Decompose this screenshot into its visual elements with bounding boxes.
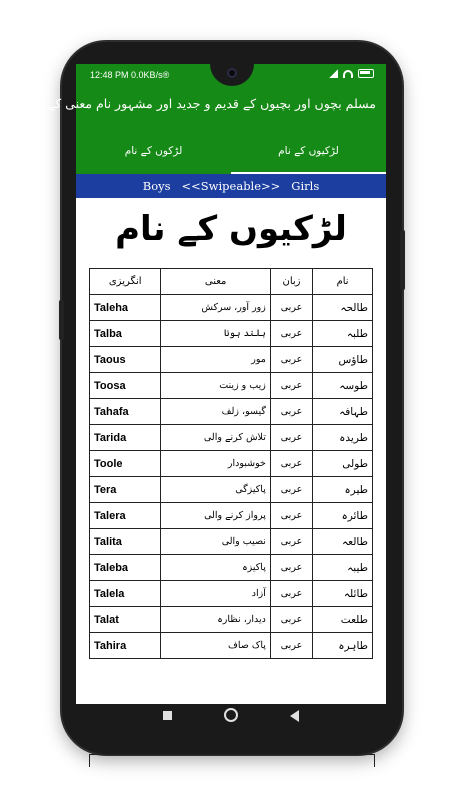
- cell-name: طائرہ: [313, 503, 373, 529]
- cell-name: طائلہ: [313, 581, 373, 607]
- cell-name: طیبہ: [313, 555, 373, 581]
- table-row: [90, 347, 373, 373]
- tab-bar: [76, 132, 386, 174]
- cell-english: Taleba: [90, 555, 161, 581]
- cell-meaning: پرواز کرنے والی: [161, 503, 270, 529]
- table-row: [90, 555, 373, 581]
- cell-language: عربی: [270, 607, 312, 633]
- status-speed: 0.0KB/s: [131, 70, 163, 80]
- swipe-hint: <<Swipeable>>: [181, 179, 281, 193]
- screen: [18, 64, 386, 732]
- table-body: [90, 295, 373, 659]
- tab-boys-names[interactable]: لڑکوں کے نام: [124, 145, 183, 157]
- table-row: [90, 425, 373, 451]
- table-row: [90, 477, 373, 503]
- cell-meaning: مور: [161, 347, 270, 373]
- cell-meaning: نصیب والی: [161, 529, 270, 555]
- cell-name: طریدہ: [313, 425, 373, 451]
- cell-english: Toosa: [90, 373, 161, 399]
- cell-language: عربی: [270, 399, 312, 425]
- table-row: [90, 451, 373, 477]
- cell-meaning: پاکیزگی: [161, 477, 270, 503]
- status-time: 12:48 PM: [90, 70, 129, 80]
- cell-english: Tahira: [90, 633, 161, 659]
- tab-girls-names[interactable]: لڑکیوں کے نام: [231, 132, 386, 174]
- cell-name: طلعت: [313, 607, 373, 633]
- cell-english: Talba: [90, 321, 161, 347]
- cell-language: عربی: [270, 633, 312, 659]
- cell-language: عربی: [270, 425, 312, 451]
- cell-name: طلبہ: [313, 321, 373, 347]
- next-table-top: [89, 754, 375, 767]
- cell-name: طالحہ: [313, 295, 373, 321]
- cell-language: عربی: [270, 581, 312, 607]
- power-button: [400, 230, 405, 290]
- cell-language: عربی: [270, 503, 312, 529]
- cell-meaning: آزاد: [161, 581, 270, 607]
- page-image-content[interactable]: [76, 198, 386, 732]
- recent-apps-icon[interactable]: [163, 711, 172, 720]
- cell-meaning: پاک صاف: [161, 633, 270, 659]
- names-table: [89, 268, 373, 659]
- cell-english: Tarida: [90, 425, 161, 451]
- cell-meaning: گیسو، زلف: [161, 399, 270, 425]
- cell-language: عربی: [270, 321, 312, 347]
- back-icon[interactable]: [290, 710, 299, 722]
- cell-name: طالعہ: [313, 529, 373, 555]
- cell-language: عربی: [270, 477, 312, 503]
- table-row: [90, 633, 373, 659]
- table-row: [90, 295, 373, 321]
- swipe-girls-label: Girls: [291, 179, 320, 193]
- table-row: [90, 607, 373, 633]
- table-row: [90, 503, 373, 529]
- cell-name: طاؤس: [313, 347, 373, 373]
- page-heading: لڑکیوں کے نام: [115, 209, 347, 249]
- cell-name: طوسہ: [313, 373, 373, 399]
- wifi-icon: [343, 70, 353, 78]
- status-icons: [329, 69, 374, 78]
- status-extra: ®: [162, 70, 170, 80]
- table-row: [90, 373, 373, 399]
- cell-meaning: زیب و زینت: [161, 373, 270, 399]
- signal-icon: [329, 69, 338, 78]
- cell-language: عربی: [270, 451, 312, 477]
- header-language: زبان: [270, 269, 312, 295]
- cell-english: Taleha: [90, 295, 161, 321]
- table-header-row: [90, 269, 373, 295]
- camera-icon: [227, 68, 237, 78]
- cell-english: Tahafa: [90, 399, 161, 425]
- cell-name: طیرہ: [313, 477, 373, 503]
- cell-language: عربی: [270, 373, 312, 399]
- cell-name: طولی: [313, 451, 373, 477]
- table-row: [90, 529, 373, 555]
- home-icon[interactable]: [224, 708, 238, 722]
- cell-language: عربی: [270, 529, 312, 555]
- cell-meaning: بلند ہونا: [161, 321, 270, 347]
- table-row: [90, 581, 373, 607]
- cell-english: Tera: [90, 477, 161, 503]
- cell-meaning: خوشبودار: [161, 451, 270, 477]
- cell-meaning: دیدار، نظارہ: [161, 607, 270, 633]
- cell-name: طہافہ: [313, 399, 373, 425]
- cell-language: عربی: [270, 555, 312, 581]
- cell-english: Talat: [90, 607, 161, 633]
- status-left: [90, 70, 169, 80]
- table-row: [90, 399, 373, 425]
- header-meaning: معنی: [161, 269, 270, 295]
- volume-button: [59, 300, 64, 340]
- cell-meaning: تلاش کرنے والی: [161, 425, 270, 451]
- header-english: انگریزی: [90, 269, 161, 295]
- cell-name: طاہرہ: [313, 633, 373, 659]
- cell-language: عربی: [270, 295, 312, 321]
- cell-meaning: زور آور، سرکش: [161, 295, 270, 321]
- app-bar: [18, 86, 386, 132]
- cell-english: Taous: [90, 347, 161, 373]
- cell-meaning: پاکیزہ: [161, 555, 270, 581]
- cell-english: Talela: [90, 581, 161, 607]
- cell-english: Talita: [90, 529, 161, 555]
- swipe-boys-label: Boys: [142, 179, 171, 193]
- cell-english: Talera: [90, 503, 161, 529]
- cell-english: Toole: [90, 451, 161, 477]
- cell-language: عربی: [270, 347, 312, 373]
- swipe-hint-bar: [76, 174, 386, 198]
- table-row: [90, 321, 373, 347]
- header-name: نام: [313, 269, 373, 295]
- battery-icon: [358, 69, 374, 78]
- app-title: مسلم بچوں اور بچیوں کے قدیم و جدید اور مشہور نام معنی کے ساتھ: [18, 96, 376, 111]
